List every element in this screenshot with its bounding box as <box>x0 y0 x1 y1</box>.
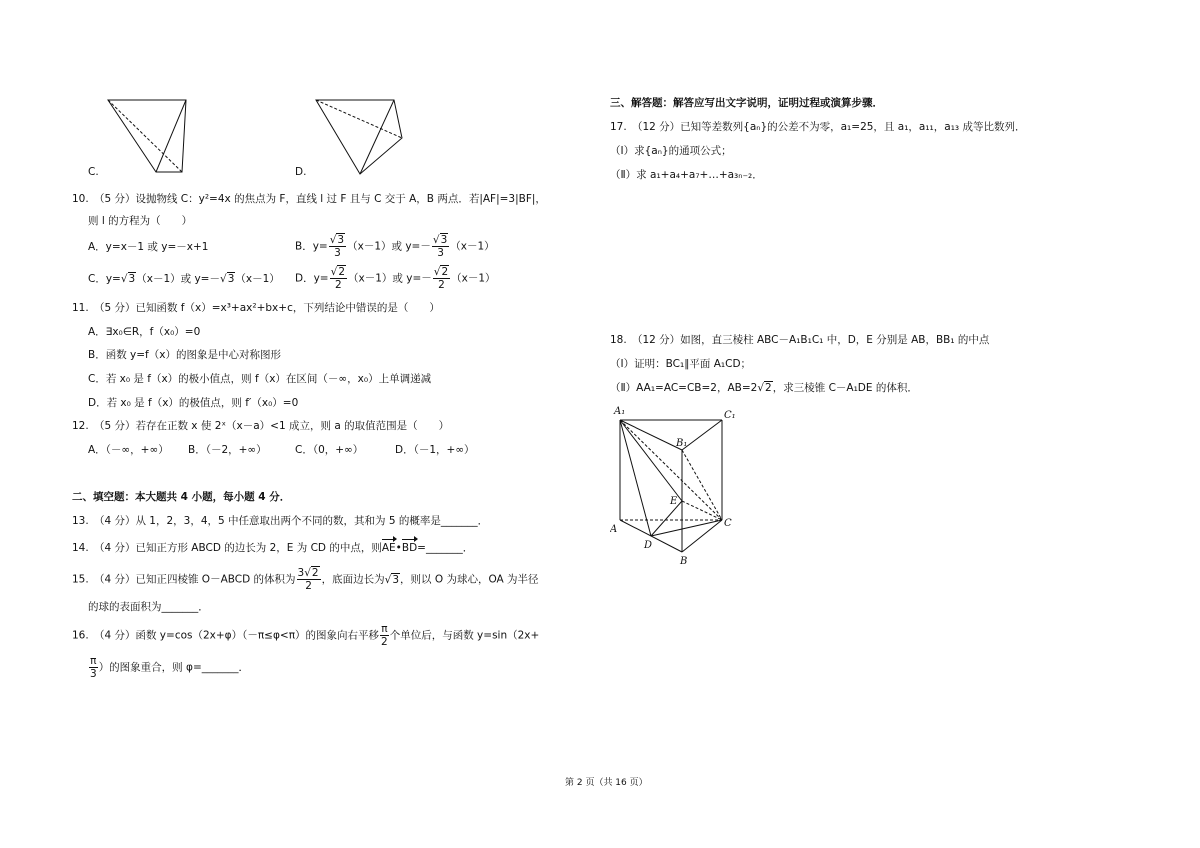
q10-d-frac2: $\frac{√2}{2}$ <box>433 266 449 291</box>
q12-option-a[interactable]: A．（－∞，+∞） <box>88 444 169 456</box>
q10-stem-cont: 则 l 的方程为（ ） <box>88 215 193 227</box>
q14-vector-bd: BD <box>401 542 418 554</box>
q10-option-a[interactable]: A．y=x－1 或 y=－x+1 <box>88 241 209 253</box>
q14-stem: 14. （4 分）已知正方形 ABCD 的边长为 2，E 为 CD 的中点，则AE•BD=_______． <box>72 542 474 554</box>
q9-figure-d <box>310 96 410 178</box>
q16-stem-cont: $\frac{\pi}{3}$ ）的图象重合，则 φ=_______． <box>90 655 249 680</box>
q13-stem: 13. （4 分）从 1，2，3，4，5 中任意取出两个不同的数，其和为 5 的概率是_______． <box>72 515 489 527</box>
q18-stem: 18. （12 分）如图，直三棱柱 ABC－A₁B₁C₁ 中，D，E 分别是 AB，BB₁ 的中点 <box>610 334 990 346</box>
q18-sqrt2: √2 <box>757 382 772 394</box>
label-c1: C₁ <box>724 410 736 421</box>
q10-stem: 10. （5 分）设抛物线 C：y²=4x 的焦点为 F，直线 l 过 F 且与 C 交于 A，B 两点．若|AF|=3|BF|， <box>72 193 546 205</box>
q12-stem: 12. （5 分）若存在正数 x 使 2ˣ（x－a）<1 成立，则 a 的取值范围是（ ） <box>72 420 450 432</box>
q18-part2: （Ⅱ）AA₁=AC=CB=2，AB=2√2，求三棱锥 C－A₁DE 的体积． <box>610 382 918 394</box>
q10-c-sqrt2: √3 <box>219 273 235 285</box>
label-e: E <box>670 496 678 507</box>
q17-part2: （Ⅱ）求 a₁+a₄+a₇+…+a₃ₙ₋₂． <box>610 169 763 181</box>
q11-stem: 11. （5 分）已知函数 f（x）=x³+ax²+bx+c，下列结论中错误的是（ ） <box>72 302 440 314</box>
q12-option-d[interactable]: D．（－1，+∞） <box>395 444 475 456</box>
q10-option-d[interactable]: D．y= $\frac{√2}{2}$ （x－1）或 y=－ $\frac{√2}{2}$ （x－1） <box>295 266 496 291</box>
q15-volume-frac: $\frac{3√2}{2}$ <box>297 567 319 592</box>
q11-option-a[interactable]: A．∃x₀∈R，f（x₀）=0 <box>88 326 201 338</box>
q10-c-sqrt1: √3 <box>120 273 136 285</box>
label-b: B <box>680 556 688 567</box>
page-footer: 第 2 页（共 16 页） <box>565 778 648 788</box>
q16-stem: 16. （4 分）函数 y=cos（2x+φ）（－π≤φ<π）的图象向右平移 $\frac{\pi}{2}$ 个单位后，与函数 y=sin（2x+ <box>72 623 540 648</box>
section2-heading: 二、填空题：本大题共 4 小题，每小题 4 分． <box>72 491 291 503</box>
q11-option-c[interactable]: C．若 x₀ 是 f（x）的极小值点，则 f（x）在区间（－∞，x₀）上单调递减 <box>88 373 432 385</box>
label-a: A <box>610 524 618 535</box>
q10-b-frac1: $\frac{√3}{3}$ <box>329 234 345 259</box>
q10-d-frac1: $\frac{√2}{2}$ <box>330 266 345 291</box>
q15-sqrt3: √3 <box>384 573 399 586</box>
q9-option-c-label[interactable]: C. <box>88 166 99 178</box>
q17-stem: 17. （12 分）已知等差数列{aₙ}的公差不为零，a₁=25，且 a₁，a₁₁，a₁₃ 成等比数列． <box>610 121 1026 133</box>
q12-option-b[interactable]: B．（－2，+∞） <box>188 444 267 456</box>
q15-stem-cont: 的球的表面积为_______． <box>88 601 209 613</box>
q18-part1: （Ⅰ）证明：BC₁∥平面 A₁CD； <box>610 358 752 370</box>
q9-figure-c <box>100 96 190 176</box>
q14-vector-ae: AE <box>381 542 396 554</box>
section3-heading: 三、解答题：解答应写出文字说明，证明过程或演算步骤． <box>610 97 883 109</box>
q11-option-b[interactable]: B．函数 y=f（x）的图象是中心对称图形 <box>88 349 281 361</box>
label-a1: A₁ <box>614 406 626 417</box>
label-b1: B₁ <box>676 438 688 449</box>
q16-frac-pi-3: $\frac{\pi}{3}$ <box>90 655 97 680</box>
label-c: C <box>724 518 732 529</box>
q15-stem: 15. （4 分）已知正四棱锥 O－ABCD 的体积为 $\frac{3√2}{2}$ ，底面边长为√3，则以 O 为球心，OA 为半径 <box>72 567 539 592</box>
q10-b-frac2: $\frac{√3}{3}$ <box>432 234 448 259</box>
q18-prism-figure <box>610 400 750 570</box>
label-d: D <box>644 540 653 551</box>
q10-option-b[interactable]: B．y= $\frac{√3}{3}$ （x－1）或 y=－ $\frac{√3}{3}$ （x－1） <box>295 234 495 259</box>
q11-option-d[interactable]: D．若 x₀ 是 f（x）的极值点，则 f′（x₀）=0 <box>88 397 299 409</box>
q9-option-d-label[interactable]: D. <box>295 166 307 178</box>
q16-frac-pi-2: $\frac{\pi}{2}$ <box>381 623 388 648</box>
q10-option-c[interactable]: C．y=√3（x－1）或 y=－√3（x－1） <box>88 273 280 285</box>
q17-part1: （Ⅰ）求{aₙ}的通项公式； <box>610 145 732 157</box>
q12-option-c[interactable]: C．（0，+∞） <box>295 444 364 456</box>
